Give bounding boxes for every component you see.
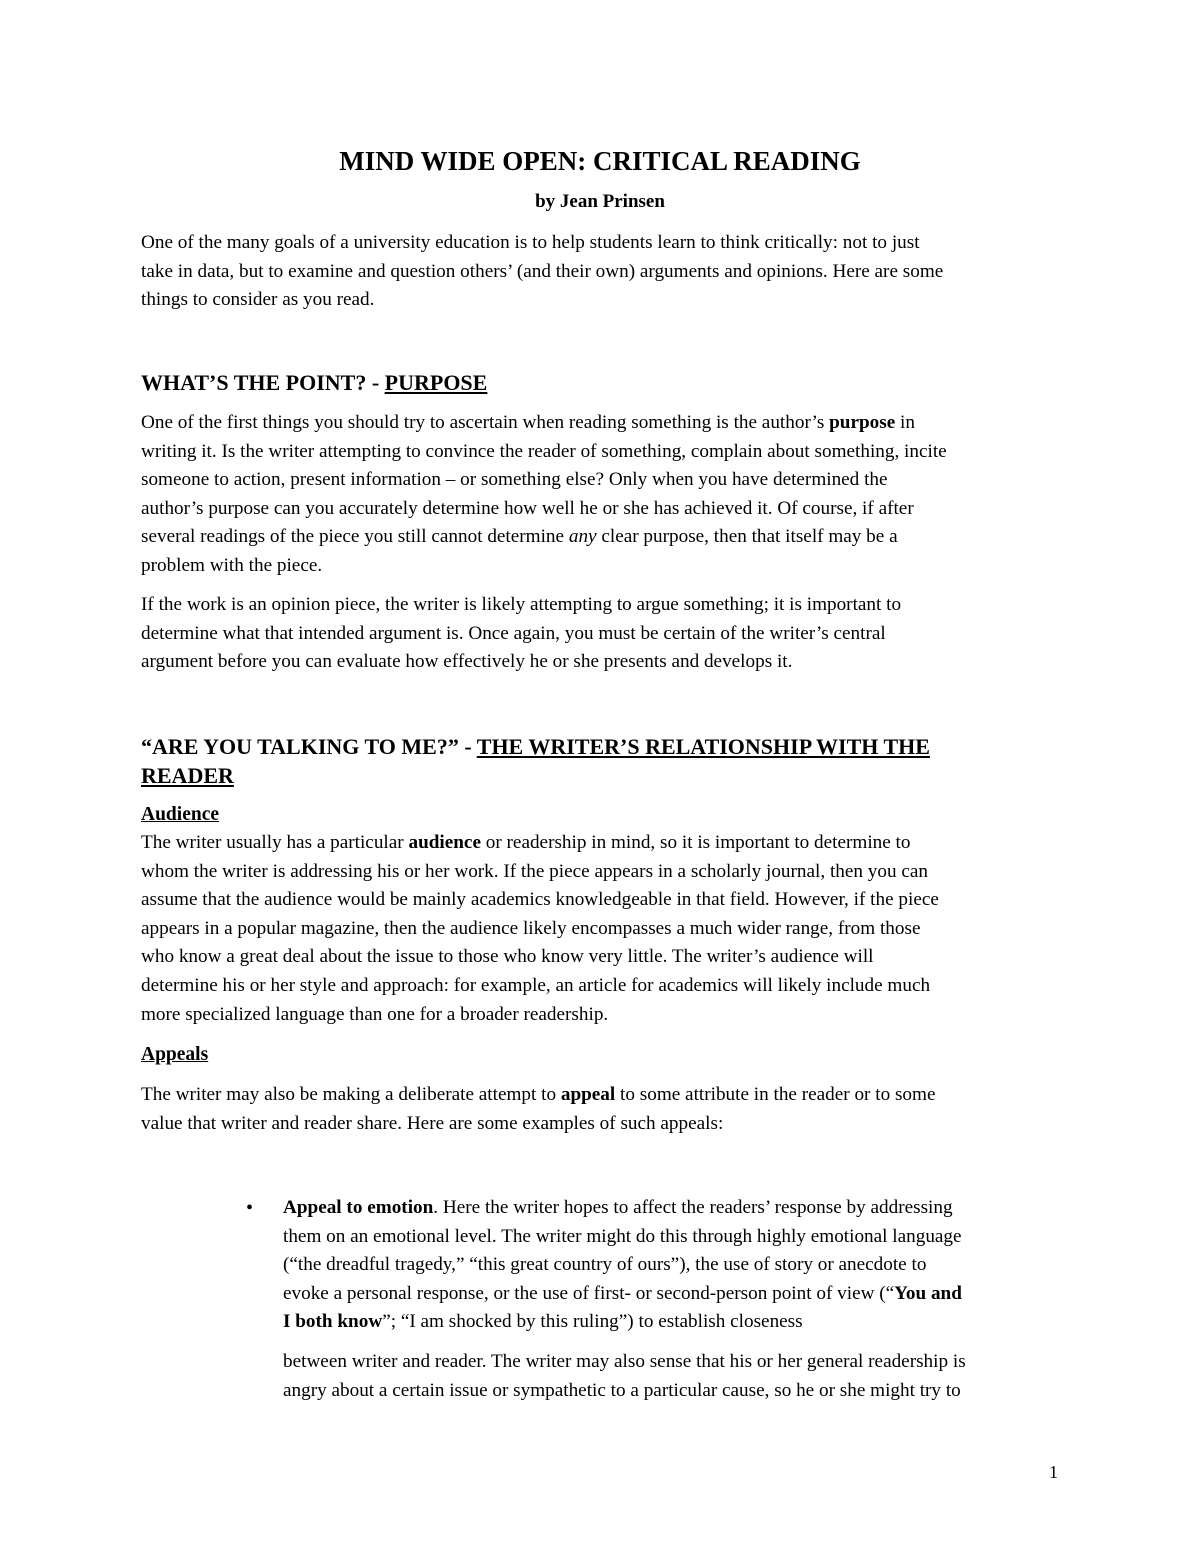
bold-term: appeal xyxy=(560,1084,616,1105)
purpose-paragraph-2 xyxy=(141,591,901,677)
italic-term: any xyxy=(568,526,597,548)
heading-underlined-text: PURPOSE xyxy=(384,370,488,395)
paragraph-line: problem with the piece. xyxy=(141,554,323,576)
paragraph-line: determine what that intended argument is. Once again, you must be certain of the writer’s central xyxy=(141,622,886,644)
audience-paragraph xyxy=(141,829,939,1029)
purpose-paragraph-1 xyxy=(141,409,947,581)
bullet-continuation-paragraph xyxy=(283,1348,966,1405)
heading-text: “ARE YOU TALKING TO ME?” - xyxy=(141,734,477,759)
intro-line: things to consider as you read. xyxy=(141,289,375,311)
paragraph-line: assume that the audience would be mainly academics knowledgeable in that field. However, if the piece xyxy=(141,889,939,911)
text-run: clear purpose, then that itself may be a xyxy=(596,526,898,548)
section-heading-relationship-continued xyxy=(141,761,234,790)
paragraph-line: more specialized language than one for a broader readership. xyxy=(141,1003,609,1025)
intro-line: One of the many goals of a university education is to help students learn to think critically: not to just xyxy=(141,232,920,253)
paragraph-line xyxy=(141,409,947,438)
paragraph-line: value that writer and reader share. Here are some examples of such appeals: xyxy=(141,1112,724,1134)
bold-term: audience xyxy=(408,832,481,853)
paragraph-line xyxy=(141,829,939,858)
text-run: to some attribute in the reader or to some xyxy=(615,1084,936,1105)
heading-text: WHAT’S THE POINT? - xyxy=(141,370,385,395)
paragraph-line xyxy=(141,1081,935,1110)
intro-paragraph xyxy=(141,229,943,315)
bold-term: purpose xyxy=(829,412,896,433)
bold-term: I both know xyxy=(283,1311,383,1333)
text-run: evoke a personal response, or the use of first- or second-person point of view (“ xyxy=(283,1282,895,1304)
bold-term: You and xyxy=(894,1282,962,1304)
paragraph-line: argument before you can evaluate how effectively he or she presents and develops it. xyxy=(141,651,793,673)
text-run: or readership in mind, so it is important to determine to xyxy=(480,832,911,853)
page-number: 1 xyxy=(1049,1462,1058,1482)
paragraph-line: writing it. Is the writer attempting to convince the reader of something, complain about something, incite xyxy=(141,440,947,462)
section-heading-relationship xyxy=(141,732,930,761)
text-run: The writer may also be making a deliberate attempt to xyxy=(141,1084,561,1105)
section-heading-purpose xyxy=(141,368,487,397)
text-run: ”; “I am shocked by this ruling”) to establish closeness xyxy=(382,1311,803,1333)
paragraph-line: appears in a popular magazine, then the audience likely encompasses a much wider range, from those xyxy=(141,917,921,939)
paragraph-line: whom the writer is addressing his or her work. If the piece appears in a scholarly journal, then you can xyxy=(141,860,928,882)
paragraph-line: someone to action, present information – or something else? Only when you have determined the xyxy=(141,469,888,491)
paragraph-line: who know a great deal about the issue to those who know very little. The writer’s audience will xyxy=(141,946,874,968)
heading-underlined-text: THE WRITER’S RELATIONSHIP WITH THE xyxy=(476,734,930,759)
paragraph-line xyxy=(283,1280,962,1309)
paragraph-line: If the work is an opinion piece, the writer is likely attempting to argue something; it is important to xyxy=(141,594,902,615)
paragraph-line: (“the dreadful tragedy,” “this great country of ours”), the use of story or anecdote to xyxy=(283,1254,927,1276)
document-title: MIND WIDE OPEN: CRITICAL READING xyxy=(339,146,861,176)
text-run: . Here the writer hopes to affect the readers’ response by addressing xyxy=(433,1197,953,1218)
paragraph-line: angry about a certain issue or sympathetic to a particular cause, so he or she might try to xyxy=(283,1379,961,1401)
subheading-audience: Audience xyxy=(141,804,219,825)
bullet-point: • xyxy=(246,1197,254,1219)
text-run: in xyxy=(895,412,915,433)
text-run: several readings of the piece you still cannot determine xyxy=(141,526,569,548)
paragraph-line: determine his or her style and approach: for example, an article for academics will likely include much xyxy=(141,974,931,996)
paragraph-line: author’s purpose can you accurately determine how well he or she has achieved it. Of course, if after xyxy=(141,497,914,519)
bullet-paragraph-appeal-to-emotion xyxy=(283,1194,962,1337)
paragraph-line: them on an emotional level. The writer might do this through highly emotional language xyxy=(283,1225,962,1247)
intro-line: take in data, but to examine and question others’ (and their own) arguments and opinions. Here are some xyxy=(141,260,944,282)
paragraph-line: between writer and reader. The writer may also sense that his or her general readership is xyxy=(283,1351,966,1372)
appeals-paragraph xyxy=(141,1081,935,1138)
bold-term: Appeal to emotion xyxy=(283,1197,434,1218)
paragraph-line xyxy=(283,1308,962,1337)
subheading-appeals: Appeals xyxy=(141,1044,209,1065)
paragraph-line xyxy=(283,1194,962,1223)
text-run: The writer usually has a particular xyxy=(141,832,409,853)
paragraph-line xyxy=(141,523,947,552)
text-run: One of the first things you should try to ascertain when reading something is the author’s xyxy=(141,412,830,433)
heading-underlined-text: READER xyxy=(141,763,234,788)
document-byline: by Jean Prinsen xyxy=(535,191,665,212)
